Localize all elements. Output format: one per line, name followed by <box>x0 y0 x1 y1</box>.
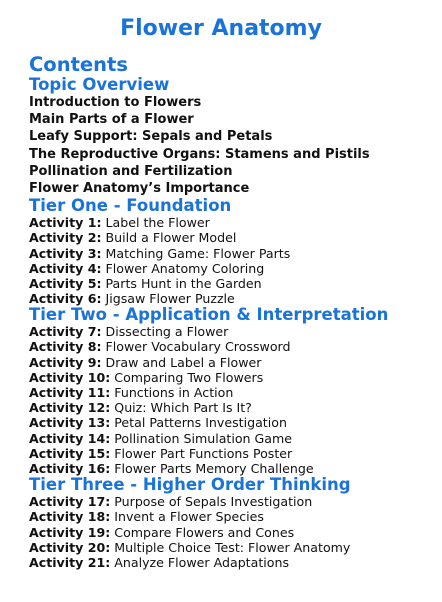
activity-item <box>29 555 439 570</box>
activity-item <box>29 415 439 430</box>
activity-label: Activity 10: <box>29 369 111 385</box>
activity-label: Activity 1: <box>29 215 102 231</box>
activity-item <box>29 509 439 524</box>
activity-title: Compare Flowers and Cones <box>114 524 295 540</box>
topic-item: Leafy Support: Sepals and Petals <box>29 129 273 145</box>
activity-item <box>29 261 439 276</box>
topic-item: The Reproductive Organs: Stamens and Pistils <box>29 146 370 162</box>
activity-label: Activity 12: <box>29 400 111 416</box>
activity-title: Invent a Flower Species <box>114 509 264 525</box>
activity-title: Draw and Label a Flower <box>105 354 262 370</box>
activity-label: Activity 14: <box>29 430 111 446</box>
activity-title: Label the Flower <box>105 215 210 231</box>
activity-item <box>29 494 439 509</box>
contents-heading: Contents <box>29 53 128 76</box>
tier-one-heading: Tier One - Foundation <box>29 196 232 216</box>
activity-title: Flower Part Functions Poster <box>114 445 293 461</box>
activity-label: Activity 4: <box>29 260 102 276</box>
tier-three-activity-list <box>29 494 439 570</box>
activity-item <box>29 370 439 385</box>
topic-overview-heading: Topic Overview <box>29 75 170 94</box>
activity-label: Activity 3: <box>29 245 102 261</box>
tier-three-heading: Tier Three - Higher Order Thinking <box>29 475 351 495</box>
activity-title: Flower Parts Memory Challenge <box>114 460 314 476</box>
activity-title: Functions in Action <box>114 385 234 400</box>
activity-label: Activity 11: <box>29 385 111 400</box>
activity-item <box>29 230 439 245</box>
activity-label: Activity 21: <box>29 554 111 570</box>
topic-overview-list <box>29 94 439 197</box>
activity-label: Activity 8: <box>29 339 102 355</box>
activity-item <box>29 461 439 476</box>
activity-item <box>29 291 439 306</box>
activity-label: Activity 19: <box>29 524 111 540</box>
activity-item <box>29 525 439 540</box>
topic-item: Introduction to Flowers <box>29 95 202 110</box>
activity-label: Activity 9: <box>29 354 102 370</box>
activity-title: Analyze Flower Adaptations <box>114 554 290 570</box>
tier-two-activity-list <box>29 324 439 476</box>
activity-title: Multiple Choice Test: Flower Anatomy <box>114 539 351 555</box>
activity-title: Parts Hunt in the Garden <box>105 275 262 291</box>
topic-item: Pollination and Fertilization <box>29 163 233 179</box>
activity-label: Activity 13: <box>29 415 111 431</box>
activity-label: Activity 16: <box>29 460 111 476</box>
activity-item <box>29 339 439 354</box>
topic-item: Flower Anatomy’s Importance <box>29 180 250 196</box>
topic-item: Main Parts of a Flower <box>29 112 194 128</box>
activity-item <box>29 431 439 446</box>
document-title: Flower Anatomy <box>120 16 322 41</box>
activity-item <box>29 446 439 461</box>
activity-item <box>29 215 439 230</box>
activity-title: Purpose of Sepals Investigation <box>114 494 313 510</box>
activity-item <box>29 540 439 555</box>
activity-label: Activity 7: <box>29 324 102 340</box>
activity-label: Activity 6: <box>29 291 102 307</box>
tier-one-activity-list <box>29 215 439 306</box>
activity-item <box>29 355 439 370</box>
activity-title: Petal Patterns Investigation <box>114 415 287 431</box>
activity-label: Activity 2: <box>29 230 102 246</box>
tier-two-heading: Tier Two - Application & Interpretation <box>29 305 389 325</box>
activity-label: Activity 17: <box>29 494 111 510</box>
activity-title: Matching Game: Flower Parts <box>105 245 291 261</box>
activity-item <box>29 246 439 261</box>
activity-title: Dissecting a Flower <box>105 324 229 340</box>
activity-title: Quiz: Which Part Is It? <box>114 400 252 416</box>
activity-item <box>29 385 439 400</box>
activity-title: Jigsaw Flower Puzzle <box>105 291 235 307</box>
activity-label: Activity 18: <box>29 509 111 525</box>
activity-item <box>29 324 439 339</box>
activity-title: Build a Flower Model <box>105 230 237 246</box>
activity-label: Activity 5: <box>29 275 102 291</box>
activity-title: Flower Vocabulary Crossword <box>105 339 291 355</box>
table-of-contents <box>29 76 439 570</box>
activity-item <box>29 400 439 415</box>
activity-title: Pollination Simulation Game <box>114 430 293 446</box>
activity-item <box>29 276 439 291</box>
activity-title: Flower Anatomy Coloring <box>105 260 265 276</box>
activity-label: Activity 15: <box>29 445 111 461</box>
activity-title: Comparing Two Flowers <box>114 369 264 385</box>
activity-label: Activity 20: <box>29 539 111 555</box>
